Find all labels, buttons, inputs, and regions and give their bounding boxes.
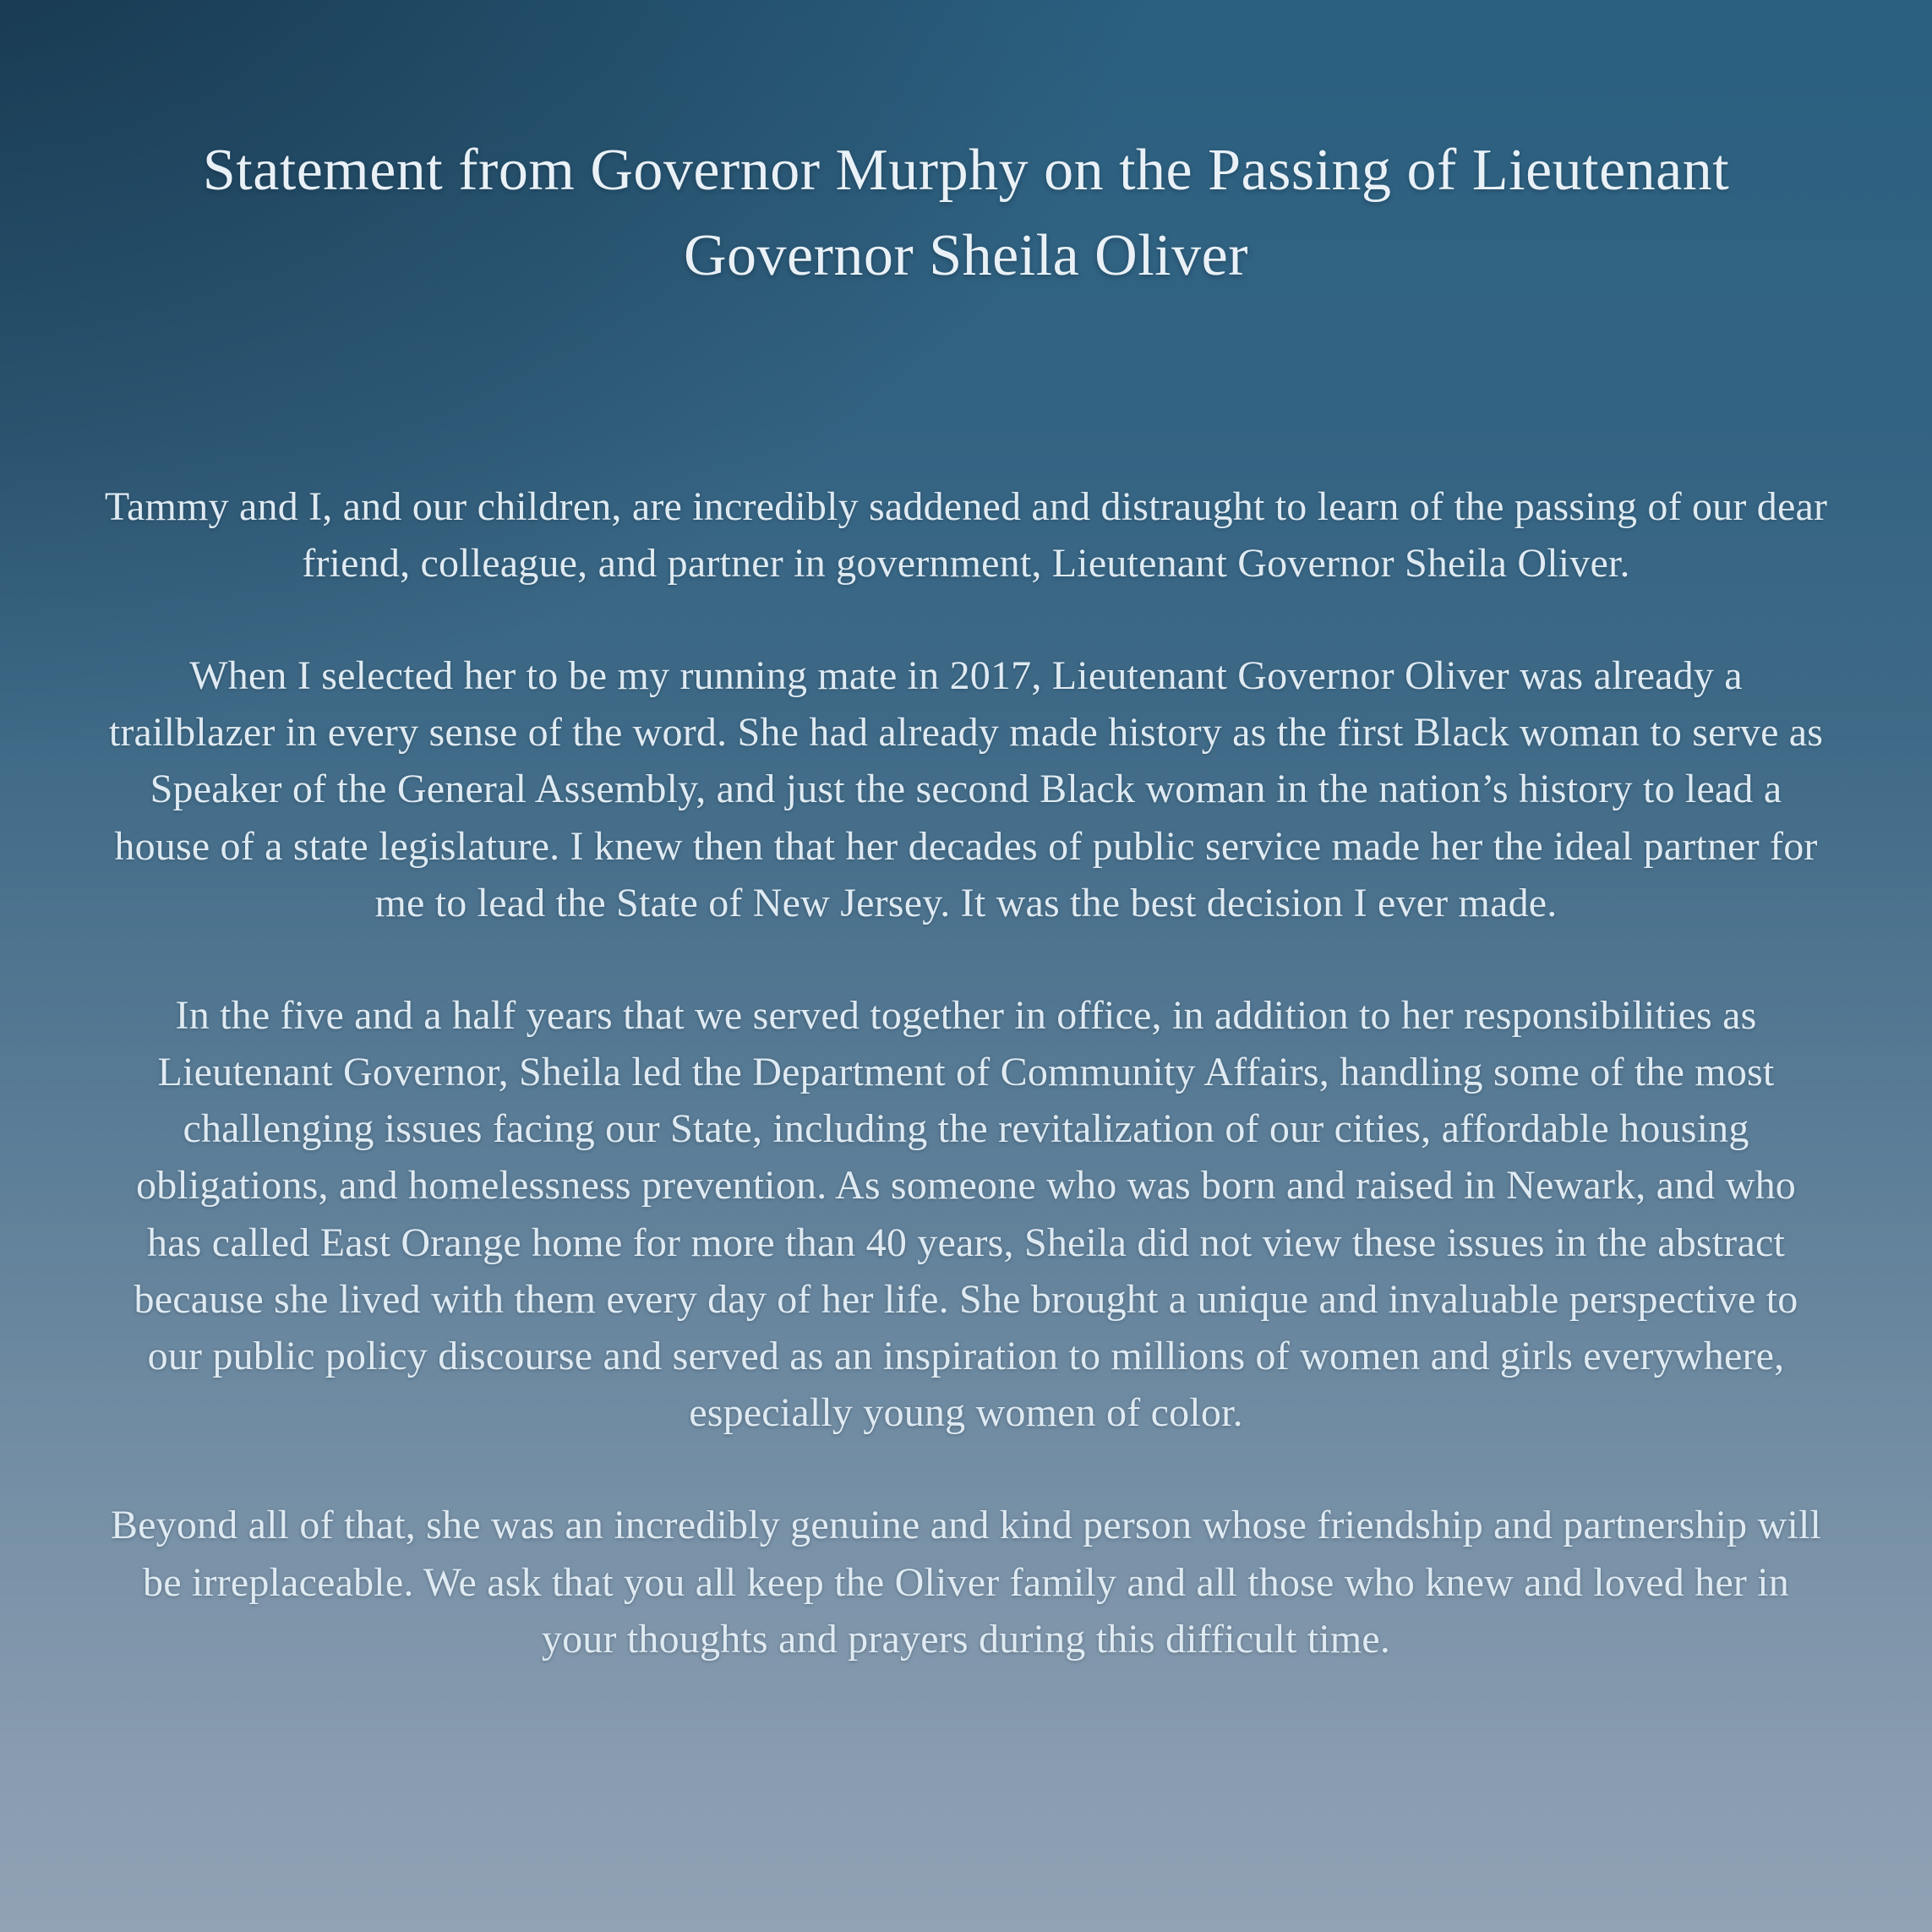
statement-paragraph-1: Tammy and I, and our children, are incredibly saddened and distraught to learn of the passing of our dear friend, colleague, and partner in government, Lieutenant Governor Sheila Oliver. [104, 483, 1828, 586]
statement-body [104, 478, 1828, 1667]
statement-paragraph-2: When I selected her to be my running mate in 2017, Lieutenant Governor Oliver was already a trailblazer in every sense of the word. She had already made history as the first Black woman to serve as Speaker of the General Assembly, and just the second Black woman in the nation’s history to lead a house of a state legislature. I knew then that her decades of public service made her the ideal partner for me to lead the State of New Jersey. It was the best decision I ever made. [108, 652, 1824, 925]
statement-paragraph-3: In the five and a half years that we served together in office, in addition to her responsibilities as Lieutenant Governor, Sheila led the Department of Community Affairs, handling some of the most challenging issues facing our State, including the revitalization of our cities, affordable housing obligations, and homelessness prevention. As someone who was born and raised in Newark, and who has called East Orange home for more than 40 years, Sheila did not view these issues in the abstract because she lived with them every day of her life. She brought a unique and invaluable perspective to our public policy discourse and served as an inspiration to millions of women and girls everywhere, especially young women of color. [134, 992, 1798, 1436]
statement-paragraph-4: Beyond all of that, she was an incredibly genuine and kind person whose friendship and partnership will be irreplaceable. We ask that you all keep the Oliver family and all those who knew and loved her in your thoughts and prayers during this difficult time. [110, 1503, 1822, 1662]
statement-title: Statement from Governor Murphy on the Passing of Lieutenant Governor Sheila Oliver [202, 138, 1730, 288]
